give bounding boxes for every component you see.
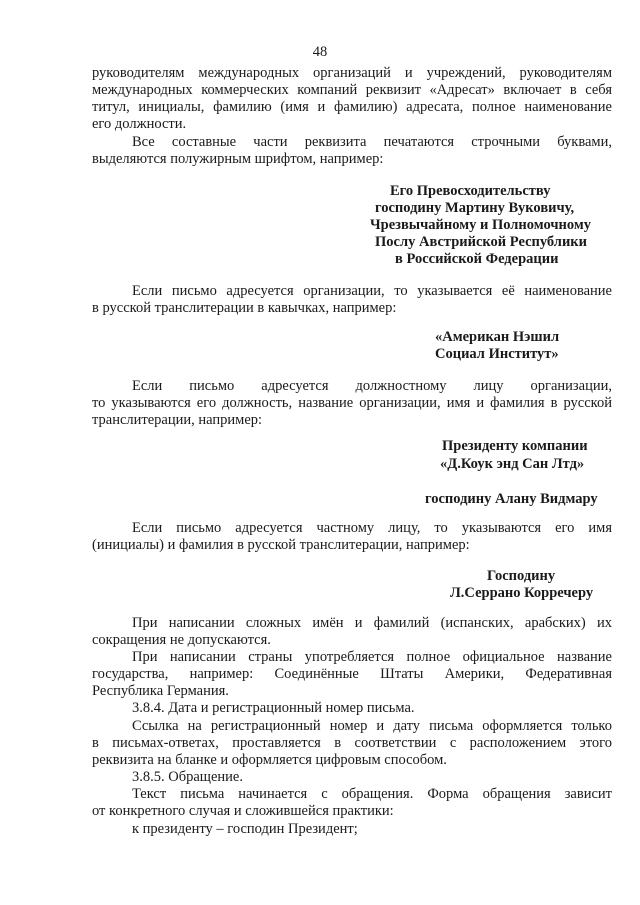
text-line: международных коммерческих компаний реквизит «Адресат» включает в себя: [92, 82, 612, 98]
address-line: господину Мартину Вуковичу,: [375, 200, 575, 216]
text-line: в письмах-ответах, проставляется в соответствии с расположением этого: [92, 735, 612, 751]
text-line: транслитерации, например:: [92, 412, 263, 428]
address-line: Л.Серрано Корречеру: [450, 585, 594, 601]
text-line: сокращения не допускаются.: [92, 632, 271, 648]
text-line: к президенту – господин Президент;: [132, 821, 358, 837]
address-line: в Российской Федерации: [395, 251, 559, 267]
text-line: реквизита на бланке и оформляется цифровым способом.: [92, 752, 447, 768]
text-line: в русской транслитерации в кавычках, например:: [92, 300, 397, 316]
address-line: Господину: [487, 568, 556, 584]
text-line: Если письмо адресуется организации, то указывается её наименование: [132, 283, 612, 299]
text-line: от конкретного случая и сложившейся практики:: [92, 803, 394, 819]
address-line: Его Превосходительству: [390, 183, 551, 199]
page-number: 48: [312, 44, 328, 60]
text-line: Все составные части реквизита печатаются строчными буквами,: [132, 134, 612, 150]
address-line: господину Алану Видмару: [425, 491, 598, 507]
text-line: Республика Германия.: [92, 683, 229, 699]
text-line: 3.8.5. Обращение.: [132, 769, 243, 785]
address-line: «Д.Коук энд Сан Лтд»: [440, 456, 585, 472]
address-line: Президенту компании: [442, 438, 588, 454]
text-line: При написании сложных имён и фамилий (испанских, арабских) их: [132, 615, 612, 631]
text-line: титул, инициалы, фамилию (имя и фамилию) адресата, полное наименование: [92, 99, 612, 115]
text-line: то указываются его должность, название организации, имя и фамилия в русской: [92, 395, 612, 411]
text-line: выделяются полужирным шрифтом, например:: [92, 151, 384, 167]
text-line: (инициалы) и фамилия в русской транслитерации, например:: [92, 537, 470, 553]
text-line: руководителям международных организаций и учреждений, руководителям: [92, 65, 612, 81]
text-line: Текст письма начинается с обращения. Форма обращения зависит: [132, 786, 612, 802]
address-line: «Американ Нэшил: [435, 329, 560, 345]
text-line: его должности.: [92, 116, 187, 132]
address-line: Послу Австрийской Республики: [375, 234, 588, 250]
text-line: Если письмо адресуется частному лицу, то указываются его имя: [132, 520, 612, 536]
text-line: Ссылка на регистрационный номер и дату письма оформляется только: [132, 718, 612, 734]
text-line: государства, например: Соединённые Штаты Америки, Федеративная: [92, 666, 612, 682]
text-line: При написании страны употребляется полное официальное название: [132, 649, 612, 665]
text-line: Если письмо адресуется должностному лицу организации,: [132, 378, 612, 394]
address-line: Чрезвычайному и Полномочному: [370, 217, 591, 233]
text-line: 3.8.4. Дата и регистрационный номер письма.: [132, 700, 415, 716]
address-line: Социал Институт»: [435, 346, 559, 362]
